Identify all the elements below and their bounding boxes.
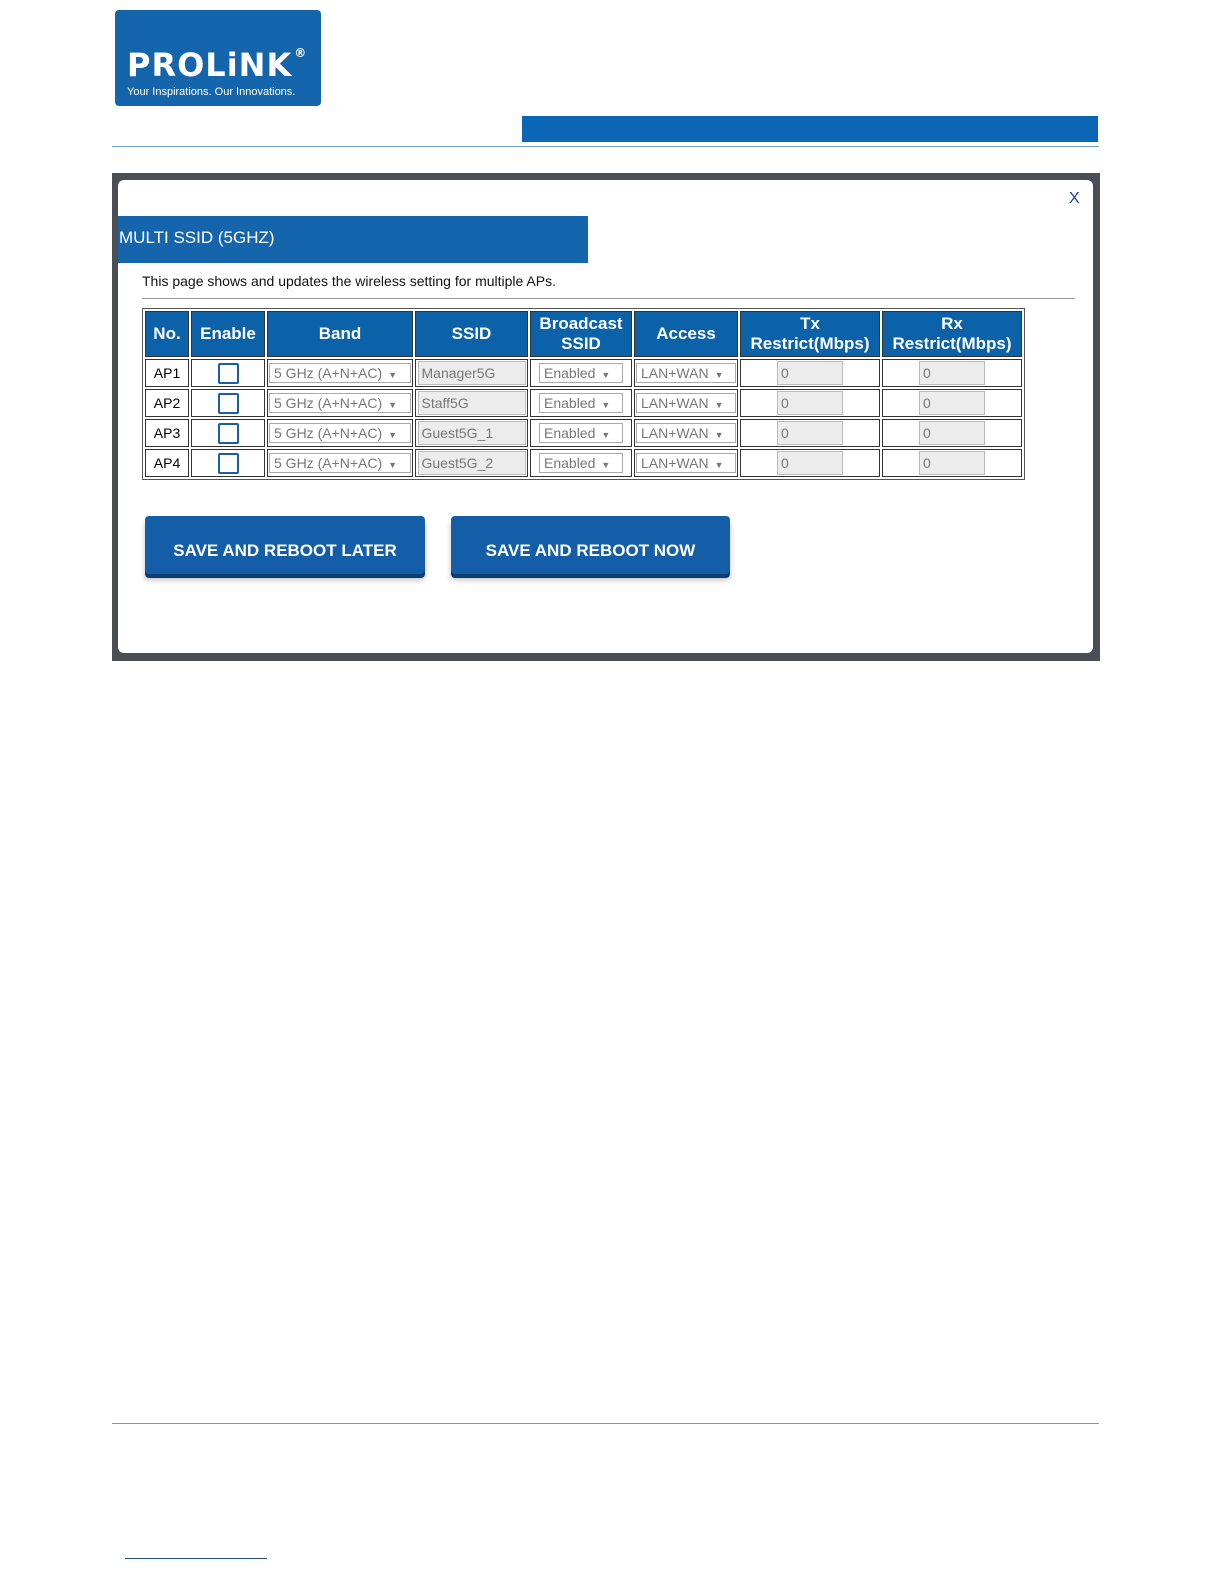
save-and-reboot-now-button[interactable]: SAVE AND REBOOT NOW <box>451 516 730 574</box>
rx-restrict-input[interactable]: 0 <box>919 451 985 475</box>
dropdown-arrow-icon: ▼ <box>388 430 398 440</box>
table-row <box>145 359 1022 387</box>
access-select[interactable]: LAN+WAN ▼ <box>636 453 736 473</box>
enable-checkbox[interactable] <box>218 423 239 444</box>
header-bar <box>522 116 1098 142</box>
enable-checkbox[interactable] <box>218 363 239 384</box>
dialog-title-bar <box>118 216 588 263</box>
broadcast-ssid-select[interactable]: Enabled ▼ <box>539 393 623 413</box>
access-select[interactable]: LAN+WAN ▼ <box>636 363 736 383</box>
table-row <box>145 389 1022 417</box>
header-access: Access <box>634 311 738 357</box>
dialog-title: MULTI SSID (5GHZ) <box>119 228 275 247</box>
rx-restrict-input[interactable]: 0 <box>919 391 985 415</box>
ssid-input[interactable]: Guest5G_2 <box>418 451 526 475</box>
broadcast-ssid-select[interactable]: Enabled ▼ <box>539 453 623 473</box>
access-select[interactable]: LAN+WAN ▼ <box>636 393 736 413</box>
tx-restrict-input[interactable]: 0 <box>777 421 843 445</box>
rx-restrict-input[interactable]: 0 <box>919 361 985 385</box>
band-select[interactable]: 5 GHz (A+N+AC) ▼ <box>269 453 411 473</box>
dropdown-arrow-icon: ▼ <box>601 430 611 440</box>
ssid-input[interactable]: Guest5G_1 <box>418 421 526 445</box>
ap-number: AP3 <box>145 419 189 447</box>
dropdown-arrow-icon: ▼ <box>714 370 724 380</box>
ssid-input[interactable]: Manager5G <box>418 361 526 385</box>
ap-number: AP1 <box>145 359 189 387</box>
broadcast-ssid-select[interactable]: Enabled ▼ <box>539 423 623 443</box>
tx-restrict-input[interactable]: 0 <box>777 391 843 415</box>
dropdown-arrow-icon: ▼ <box>601 370 611 380</box>
footnote-rule <box>125 1558 267 1559</box>
dropdown-arrow-icon: ▼ <box>388 400 398 410</box>
save-and-reboot-later-button[interactable]: SAVE AND REBOOT LATER <box>145 516 425 574</box>
header-rx-restrict: Rx Restrict(Mbps) <box>882 311 1022 357</box>
header-enable: Enable <box>191 311 265 357</box>
description-divider <box>142 298 1075 299</box>
header-tx-restrict: Tx Restrict(Mbps) <box>740 311 880 357</box>
header-broadcast-ssid: Broadcast SSID <box>530 311 632 357</box>
tx-restrict-input[interactable]: 0 <box>777 451 843 475</box>
ssid-input[interactable]: Staff5G <box>418 391 526 415</box>
tx-restrict-input[interactable]: 0 <box>777 361 843 385</box>
enable-checkbox[interactable] <box>218 453 239 474</box>
close-button[interactable]: X <box>1069 190 1080 207</box>
enable-checkbox[interactable] <box>218 393 239 414</box>
rx-restrict-input[interactable]: 0 <box>919 421 985 445</box>
band-select[interactable]: 5 GHz (A+N+AC) ▼ <box>269 423 411 443</box>
dropdown-arrow-icon: ▼ <box>388 370 398 380</box>
band-select[interactable]: 5 GHz (A+N+AC) ▼ <box>269 363 411 383</box>
header-divider <box>112 146 1099 147</box>
table-row <box>145 449 1022 477</box>
dropdown-arrow-icon: ▼ <box>714 430 724 440</box>
logo-brand: PROLiNK <box>127 46 293 84</box>
header-band: Band <box>267 311 413 357</box>
logo-registered-mark: ® <box>294 46 308 60</box>
header-ssid: SSID <box>415 311 528 357</box>
header-no: No. <box>145 311 189 357</box>
ap-number: AP4 <box>145 449 189 477</box>
dropdown-arrow-icon: ▼ <box>714 460 724 470</box>
table-header-row <box>145 311 1022 357</box>
footer-divider <box>112 1423 1099 1424</box>
dropdown-arrow-icon: ▼ <box>388 460 398 470</box>
dropdown-arrow-icon: ▼ <box>714 400 724 410</box>
access-select[interactable]: LAN+WAN ▼ <box>636 423 736 443</box>
dropdown-arrow-icon: ▼ <box>601 400 611 410</box>
ap-number: AP2 <box>145 389 189 417</box>
table-row <box>145 419 1022 447</box>
prolink-logo <box>115 10 321 106</box>
dropdown-arrow-icon: ▼ <box>601 460 611 470</box>
broadcast-ssid-select[interactable]: Enabled ▼ <box>539 363 623 383</box>
band-select[interactable]: 5 GHz (A+N+AC) ▼ <box>269 393 411 413</box>
logo-tagline: Your Inspirations. Our Innovations. <box>127 86 296 98</box>
dialog-description: This page shows and updates the wireless setting for multiple APs. <box>142 273 556 289</box>
multi-ssid-table <box>142 308 1025 480</box>
